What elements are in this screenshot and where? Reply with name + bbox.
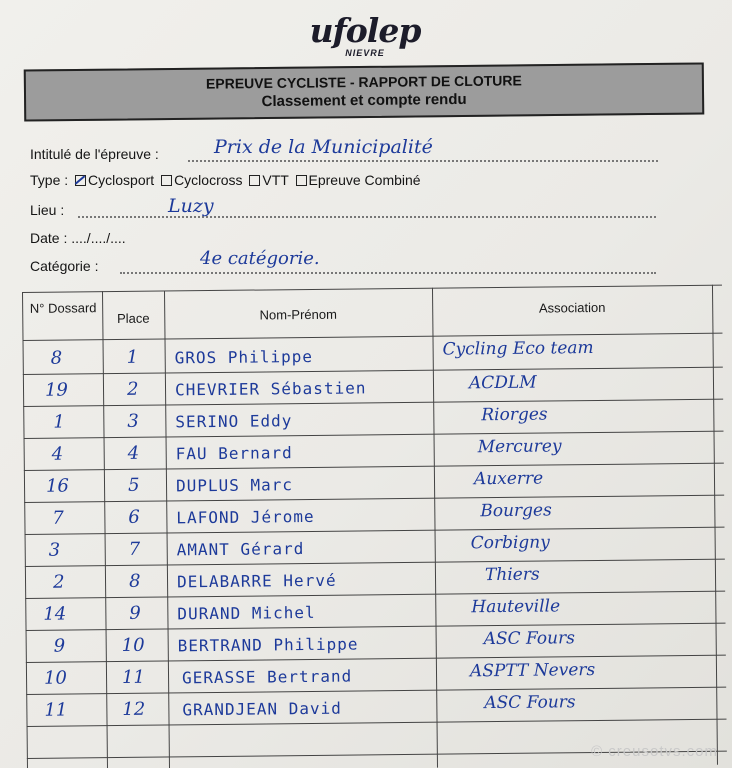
row-rule	[26, 623, 726, 631]
dossard-cell: 14	[43, 603, 67, 625]
association-cell: ASC Fours	[483, 628, 575, 650]
col-rule	[164, 291, 170, 768]
row-rule	[25, 591, 725, 599]
dossard-cell: 2	[52, 571, 65, 593]
checkbox-cyclocross[interactable]	[161, 175, 172, 186]
col-rule	[432, 288, 438, 768]
intitule-value: Prix de la Municipalité	[214, 136, 433, 158]
watermark: © creusotvs.com	[591, 743, 718, 760]
nom-cell: FAU Bernard	[175, 443, 293, 464]
header-rule	[23, 333, 723, 341]
table-border-top	[22, 285, 722, 293]
categorie-label: Catégorie :	[30, 258, 99, 274]
dossard-cell: 8	[50, 347, 63, 369]
dossard-cell: 16	[45, 475, 70, 497]
place-cell: 6	[128, 506, 140, 528]
place-cell: 3	[127, 410, 139, 432]
col-rule	[712, 285, 718, 765]
checkbox-vtt[interactable]	[249, 175, 260, 186]
nom-cell: GRANDJEAN David	[182, 698, 342, 720]
association-cell: ASPTT Nevers	[469, 660, 596, 682]
row-rule	[25, 527, 725, 535]
association-cell: Cycling Eco team	[442, 338, 594, 360]
row-rule	[26, 655, 726, 663]
categorie-value: 4e catégorie.	[200, 248, 320, 269]
dossard-cell: 10	[43, 667, 68, 689]
title-banner	[24, 62, 705, 121]
type-option-vtt: VTT	[262, 172, 289, 188]
association-cell: Bourges	[480, 500, 552, 522]
association-cell: Auxerre	[473, 468, 544, 490]
logo-subtitle: NIEVRE	[345, 48, 385, 58]
nom-cell: DUPLUS Marc	[175, 475, 294, 496]
place-cell: 10	[121, 634, 145, 656]
header-dossard: N° Dossard	[29, 300, 97, 316]
checkbox-cyclosport[interactable]	[75, 175, 86, 186]
association-cell: ACDLM	[468, 372, 537, 394]
logo-word: ufolep	[309, 11, 421, 50]
row-rule	[25, 559, 725, 567]
nom-cell: BERTRAND Philippe	[177, 634, 359, 656]
row-rule	[23, 367, 723, 375]
nom-cell: SERINO Eddy	[175, 411, 293, 432]
lieu-value: Luzy	[168, 195, 214, 217]
dossard-cell: 9	[53, 635, 66, 657]
association-cell: Riorges	[481, 404, 548, 426]
association-cell: Hauteville	[471, 596, 561, 618]
row-rule	[24, 463, 724, 471]
dossard-cell: 7	[52, 507, 64, 529]
nom-cell: CHEVRIER Sébastien	[174, 378, 367, 400]
row-rule	[27, 719, 727, 727]
place-cell: 8	[128, 570, 141, 592]
row-rule	[26, 687, 726, 695]
lieu-dotted-line	[78, 216, 656, 218]
nom-cell: LAFOND Jérome	[176, 506, 315, 528]
dossard-cell: 11	[44, 699, 68, 721]
dossard-cell: 3	[48, 539, 61, 561]
type-option-cyclosport: Cyclosport	[88, 172, 155, 188]
nom-cell: DURAND Michel	[177, 602, 316, 624]
place-cell: 12	[122, 698, 146, 720]
dossard-cell: 19	[44, 379, 69, 401]
association-cell: Corbigny	[470, 532, 550, 554]
intitule-dotted-line	[188, 160, 658, 162]
nom-cell: GROS Philippe	[174, 346, 314, 368]
banner-subtitle: Classement et compte rendu	[261, 90, 467, 111]
lieu-label: Lieu :	[30, 202, 65, 218]
ufolep-logo	[300, 11, 430, 58]
results-table	[22, 285, 727, 768]
date-label: Date : ..../..../....	[30, 230, 126, 246]
type-label: Type :	[30, 172, 69, 188]
header-association: Association	[538, 299, 606, 316]
type-row	[30, 172, 421, 188]
dossard-cell: 1	[53, 411, 65, 433]
nom-cell: DELABARRE Hervé	[176, 570, 337, 592]
row-rule	[24, 495, 724, 503]
place-cell: 4	[127, 442, 140, 464]
header-place: Place	[116, 310, 150, 327]
place-cell: 2	[126, 378, 139, 400]
type-option-combine: Epreuve Combiné	[308, 172, 421, 188]
association-cell: ASC Fours	[484, 692, 576, 714]
banner-title: EPREUVE CYCLISTE - RAPPORT DE CLOTURE	[205, 72, 522, 92]
place-cell: 9	[129, 602, 141, 624]
col-rule	[22, 292, 28, 768]
row-rule	[24, 431, 724, 439]
col-rule	[102, 291, 108, 768]
nom-cell: GERASSE Bertrand	[181, 666, 353, 688]
place-cell: 7	[128, 538, 141, 560]
checkbox-epreuve-combine[interactable]	[296, 175, 307, 186]
header-nom-prenom: Nom-Prénom	[259, 306, 337, 323]
type-option-cyclocross: Cyclocross	[174, 172, 243, 188]
association-cell: Mercurey	[477, 436, 562, 458]
intitule-label: Intitulé de l'épreuve :	[30, 146, 159, 162]
row-rule	[23, 399, 723, 407]
nom-cell: AMANT Gérard	[176, 539, 305, 560]
place-cell: 1	[126, 346, 139, 368]
place-cell: 5	[127, 474, 140, 496]
dossard-cell: 4	[51, 443, 64, 465]
association-cell: Thiers	[484, 564, 540, 586]
place-cell: 11	[121, 666, 146, 688]
categorie-dotted-line	[120, 272, 656, 274]
